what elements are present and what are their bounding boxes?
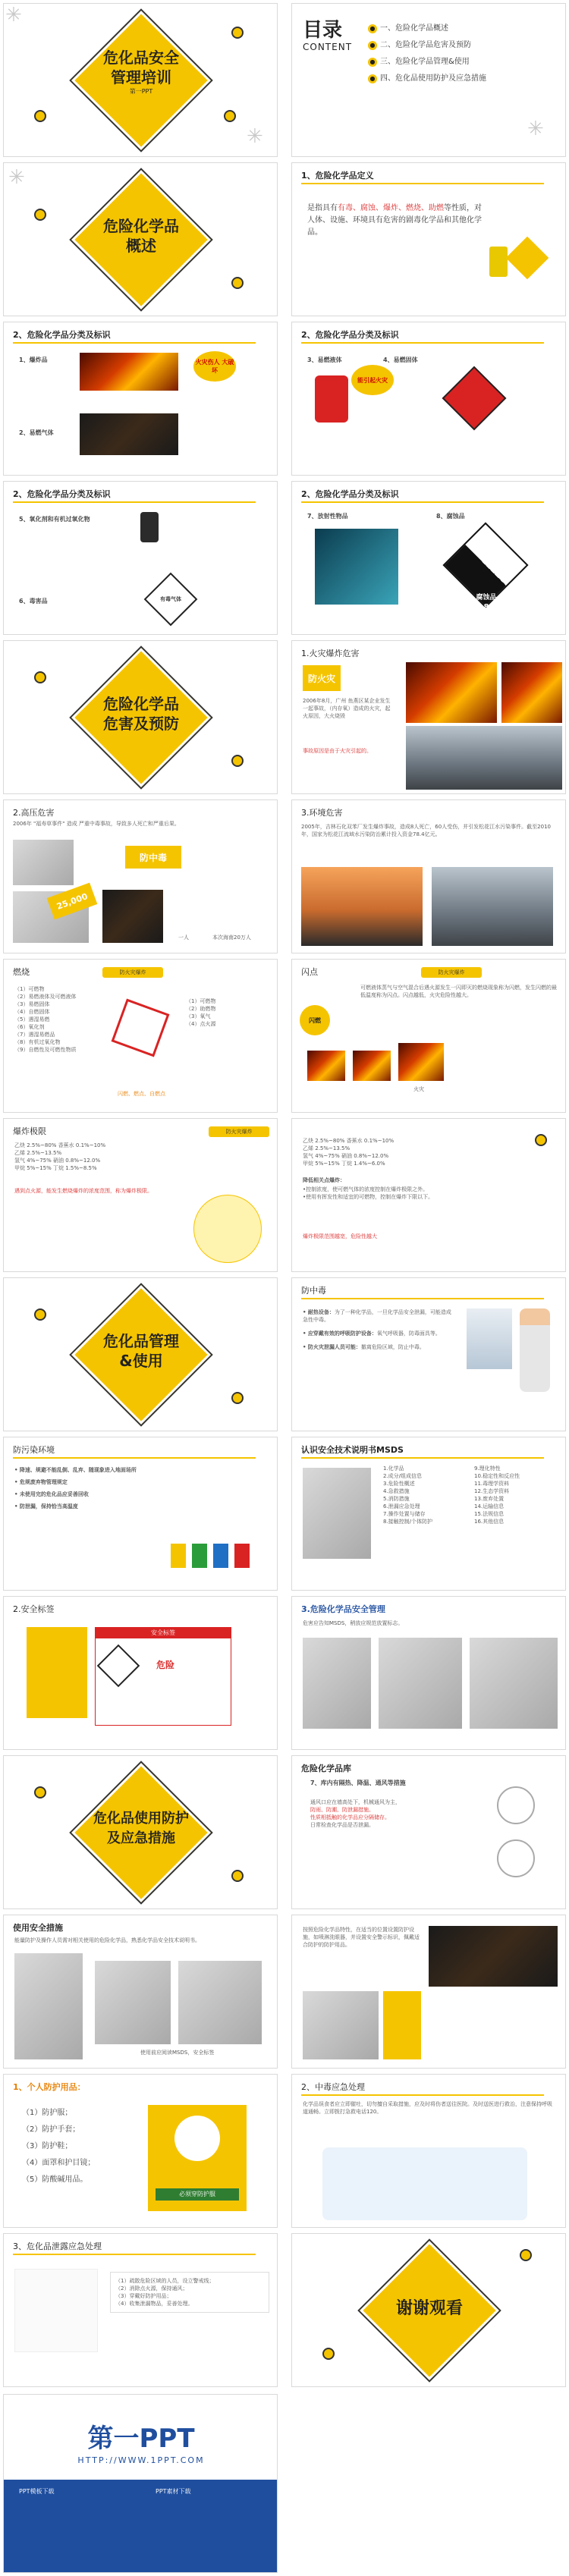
slide-environment-hazard[interactable] (291, 800, 566, 953)
slide-classify4[interactable]: 2、危险化学品分类及标识 7、放射性物品 8、腐蚀品 腐蚀品 8 (291, 481, 566, 635)
slide-storage-mgmt[interactable]: 3.危险化学品安全管理 危害应告知MSDS，稍放应规范放置标志。 (291, 1596, 566, 1750)
slide-section2[interactable] (3, 640, 278, 794)
flame-image (80, 413, 178, 455)
molecule-icon: ✳ (5, 4, 22, 27)
ppe-panel: 必须穿防护服 (148, 2105, 247, 2211)
section3-line2: &使用 (119, 1352, 163, 1370)
explosion-limit-title: 爆炸极限 (13, 1126, 46, 1136)
class-item: 7、放射性物品 (307, 513, 348, 520)
flammable-sign-icon (442, 366, 507, 431)
class-item: 1、爆炸品 (19, 357, 48, 363)
ignition-side: 闪燃 (300, 1005, 330, 1035)
equipment-image (14, 1953, 83, 2059)
worker-figure (520, 1308, 550, 1392)
first-aid-title: 2、中毒应急处理 (301, 2082, 365, 2092)
slide-fire-hazard[interactable] (291, 640, 566, 794)
flask-icon (231, 755, 244, 767)
section1-line1: 危险化学品 (103, 217, 179, 235)
health-stamp: 防中毒 (125, 846, 181, 869)
classify2-title: 2、危险化学品分类及标识 (301, 330, 399, 340)
leak-title: 3、危化品泄露应急处理 (13, 2241, 102, 2251)
flask-icon (231, 27, 244, 39)
explosion-limit-note: 遇到点火源，能发生燃烧爆炸的浓度范围，称为爆炸极限。 (14, 1188, 152, 1194)
section2-line1: 危险化学品 (103, 695, 179, 713)
yellow-panel (27, 1627, 87, 1718)
class-item: 2、易燃气体 (19, 429, 54, 436)
fuel-can-icon (315, 375, 348, 423)
pollution-title: 防污染环境 (13, 1445, 55, 1455)
microscope-icon (34, 1786, 46, 1798)
firefighter-image (501, 662, 562, 723)
toxic-sign-icon: 有毒气体 (144, 573, 198, 627)
environment-text: 2005年，吉林石化双苯厂发生爆炸事故，造成8人死亡，60人受伤，并引发松花江水污染事件。截至2010年，国家为松花江流域水污染防治累计投入资金78.4亿元。 (301, 824, 551, 837)
microscope-icon (34, 1308, 46, 1321)
slide-leak[interactable]: 3、危化品泄露应急处理 （1）疏散危险区域的人员，设立警戒线； （2）消除点火源，保持通风； （3）穿戴好防护用品； （4）收集泄漏物品，妥善处理。 (3, 2233, 278, 2387)
flask-icon (231, 1392, 244, 1404)
flame-image (353, 1051, 391, 1081)
flask-icon (520, 2249, 532, 2261)
explosion-bubble: 火灾伤人 大破坏 (193, 351, 236, 382)
slide-ignition[interactable]: 闪点 防火灾爆炸 闪燃 可燃液体蒸气与空气混合后遇火源发生一闪即灭的燃烧现象称为闪燃，发生闪燃的最低温度称为闪点。闪点越低，火灾危险性越大。 火灾 (291, 959, 566, 1113)
bin-icon (192, 1544, 207, 1568)
hazard-sign-icon (97, 1645, 140, 1688)
tanks-image (429, 1926, 558, 1987)
flask-icon (535, 1134, 547, 1146)
slide-section3[interactable] (3, 1277, 278, 1431)
toc-item[interactable]: ● 三、危险化学品管理&使用 (368, 54, 558, 71)
victims-image (102, 890, 163, 943)
slide-personal[interactable]: 1、个人防护用品： （1）防护服； （2）防护手套； （3）防护鞋； （4）面罩和护目镜； （5）防酸碱用品。 必须穿防护服 (3, 2074, 278, 2228)
footer-url[interactable]: HTTP://WWW.1PPT.COM (77, 2455, 205, 2465)
footer-banner (3, 2394, 278, 2573)
slide-classify2[interactable] (291, 322, 566, 476)
slide-safety-measures[interactable]: 使用安全措施 能量防护及操作人员需对相关使用的危险化学品，熟悉化学品安全技术说明书。 使用前应阅读MSDS，安全标签 (3, 1915, 278, 2069)
explosion-limit-tag: 防火灾爆炸 (209, 1126, 269, 1137)
fire-stamp: 防火灾 (303, 665, 341, 691)
hazard-sign-icon (506, 237, 549, 280)
fire-text: 2006年8月，广州 鱼燕区某企业发生一起事故，（内存氧）造成的火灾，起火原因，大火烧毁 (303, 698, 391, 719)
slide-health-hazard[interactable]: 2.高压危害 2006年 "福寿草事件" 造成 严重中毒事故，导致多人死亡和严重后果。 防中毒 25,000 一人 本次海南20万人 (3, 800, 278, 953)
personal-title: 1、个人防护用品： (13, 2082, 86, 2092)
beaker-icon (34, 110, 46, 122)
fan-icon (497, 1786, 535, 1824)
fire-text2: 事故原因是由于火灾引起的。 (303, 748, 372, 754)
slide-explosion-limit2[interactable]: 乙炔 2.5%~80% 香蕉水 0.1%~10% 乙烯 2.5%~13.5% 氢气 4%~75% 硝油 0.8%~12.0% 甲烷 5%~15% 丁烷 1.4%~6.0% 降低相关点爆炸： •控制浓度，使可燃气体的浓度控制在爆炸极限之外。 •使用有挥发性和适宜的可燃物，控制在爆炸下限以下。 爆炸极限范围越宽，危险性越大 (291, 1118, 566, 1272)
slide-msds[interactable]: 认识安全技术说明书MSDS 1.化学品 2.成分/组成信息 3.危险性概述 4.急救措施 5.消防措施 6.泄漏应急处理 7.操作处置与储存 8.接触控制/个体防护 9.理化特性 10.稳定性和反应性 11.毒理学资料 12.生态学资料 13.废弃处置 14.运输信息 15.法规信息 16.其他信息 (291, 1437, 566, 1591)
molecule-icon: ✳ (247, 125, 263, 148)
cover-title-line2: 管理培训 (111, 68, 171, 86)
slide-ppe-storage[interactable]: 按照危险化学品特性，在适当的位置设置防护设施，如喷淋洗眼器，并设置安全警示标识，佩戴适合防护的防护用品。 (291, 1915, 566, 2069)
toc-item[interactable]: ● 一、危险化学品概述 (368, 20, 558, 37)
poison-image (13, 840, 74, 885)
slide-explosion-limit[interactable]: 爆炸极限 防火灾爆炸 乙炔 2.5%~80% 香蕉水 0.1%~10% 乙烯 2.5%~13.5% 氢气 4%~75% 硝油 0.8%~12.0% 甲烷 5%~15% 丁烷 1.5%~8.5% 遇到点火源，能发生燃烧爆炸的浓度范围，称为爆炸极限。 (3, 1118, 278, 1272)
msds-board-image (303, 1638, 371, 1729)
ppe-suit-icon (174, 2116, 220, 2161)
section2-line2: 危害及预防 (103, 715, 179, 733)
slide-toc[interactable] (291, 3, 566, 157)
washer-image (467, 1308, 512, 1369)
msds-title: 认识安全技术说明书MSDS (301, 1445, 404, 1455)
molecule-icon: ✳ (8, 166, 25, 189)
combustion-title: 燃烧 (13, 967, 30, 977)
toc-item[interactable]: ● 二、危险化学品危害及预防 (368, 37, 558, 54)
labels-title: 2.安全标签 (13, 1604, 55, 1614)
microscope-icon (322, 2348, 335, 2360)
microscope-icon (224, 110, 236, 122)
thanks-text: 谢谢观看 (395, 2299, 463, 2318)
microscope-icon (34, 671, 46, 683)
classify4-title: 2、危险化学品分类及标识 (301, 489, 399, 499)
class-item: 3、易燃液体 (307, 357, 342, 363)
bin-icon (234, 1544, 250, 1568)
cover-subtitle: 第一PPT (129, 88, 153, 95)
bullet-icon: ● (368, 74, 377, 83)
combustion-tag: 防火灾爆炸 (102, 967, 163, 978)
bullet-icon: ● (368, 58, 377, 67)
flask-icon (231, 277, 244, 289)
document-image (95, 1961, 171, 2044)
section4-line1: 危化品使用防护 (93, 1811, 189, 1827)
bin-icon (171, 1544, 186, 1568)
environment-title: 3.环境危害 (301, 808, 343, 818)
rescue-image (406, 726, 562, 790)
msds-document-image (303, 1468, 371, 1559)
poison-title: 防中毒 (301, 1286, 326, 1296)
microscope-icon (34, 209, 46, 221)
bullet-icon: ● (368, 24, 377, 33)
big-number: 25,000 (47, 883, 98, 920)
toc-item[interactable]: ● 四、危化品使用防护及应急措施 (368, 71, 558, 87)
pollution-image (301, 867, 423, 946)
cover-title-line1: 危化品安全 (103, 49, 179, 67)
ignition-title: 闪点 (301, 967, 318, 977)
slide-section4[interactable] (3, 1755, 278, 1909)
boots-image (303, 1991, 379, 2059)
fire-scene-image (406, 662, 497, 723)
slide-warehouse[interactable]: 危险化学品库 7、库内有隔热、降温、通风等措施 通风口应在墙高处下，机械通风为主， 防雨、防潮、防泄漏措施。 性质相抵触的化学品应分隔储存。 日常检查化学品是否泄漏。 (291, 1755, 566, 1909)
toc-title: 目录 (303, 19, 343, 42)
definition-title: 1、危险化学品定义 (301, 171, 374, 181)
notice-board-image (379, 1638, 462, 1729)
slide-combustion[interactable]: 燃烧 防火灾爆炸 （1）可燃物 （2）易燃液体及可燃液体 （3）易燃固体 （4）自燃固体 （5）遇湿易燃 （6）氧化剂 （7）遇湿易燃品 （8）有机过氧化物 （9）自燃性及可燃性物质 （1）可燃物 （2）助燃物 （3）氧气 （4）点火源 闪燃、燃点、自燃点 (3, 959, 278, 1113)
bin-icon (213, 1544, 228, 1568)
classify3-title: 2、危险化学品分类及标识 (13, 489, 111, 499)
flame-image (307, 1051, 345, 1081)
rescue-illustration (322, 2147, 527, 2220)
slide-cover[interactable] (3, 3, 278, 157)
slide-definition[interactable]: 1、危险化学品定义 是指具有有毒、腐蚀、爆炸、燃烧、助燃等性质，对人体、设施、环境具有危害的剧毒化学品和其他化学品。 (291, 162, 566, 316)
class-item: 4、易燃固体 (383, 357, 418, 363)
section3-line1: 危化品管理 (103, 1332, 179, 1350)
slide-classify3[interactable] (3, 481, 278, 635)
slide-pollution[interactable]: 防污染环境 • 降速、规避不能乱倒、乱弃、随现象进入地面场所 • 危规废弃物管理规定 • 未使用完的危化品应妥善回收 • 防泄漏，保持恰当高温度 (3, 1437, 278, 1591)
label-sheet: 安全标签 危险 (95, 1627, 231, 1726)
class-item: 6、毒害品 (19, 598, 48, 605)
storage-title: 3.危险化学品安全管理 (301, 1604, 385, 1614)
molecule-icon: ✳ (527, 118, 544, 140)
health-title: 2.高压危害 (13, 808, 55, 818)
flammable-bubble: 能引起火灾 (351, 365, 394, 395)
footer-panel: PPT模板下载 PPT素材下载 (4, 2480, 278, 2573)
bullet-icon: ● (368, 41, 377, 50)
slide-section1[interactable] (3, 162, 278, 316)
slide-labels[interactable] (3, 1596, 278, 1750)
bottle-icon (140, 512, 159, 542)
chart-circle (193, 1195, 262, 1263)
explosion-image (80, 353, 178, 391)
leak-illustration (14, 2269, 98, 2352)
warehouse-title: 危险化学品库 (301, 1764, 351, 1773)
warehouse-sign-image (470, 1638, 558, 1729)
river-image (432, 867, 553, 946)
burst-icon (112, 999, 170, 1057)
barrel-icon (489, 247, 508, 277)
ignition-text: 可燃液体蒸气与空气混合后遇火源发生一闪即灭的燃烧现象称为闪燃，发生闪燃的最低温度称为闪点。闪点越低，火灾危险性越大。 (360, 985, 557, 998)
flask-icon (231, 1870, 244, 1882)
safety-title: 使用安全措施 (13, 1923, 63, 1933)
xray-image (315, 529, 398, 605)
label-image (178, 1961, 262, 2044)
fan-icon (497, 1839, 535, 1877)
yellow-panel (383, 1991, 421, 2059)
section1-line2: 概述 (126, 237, 156, 255)
classify1-title: 2、危险化学品分类及标识 (13, 330, 111, 340)
slide-first-aid[interactable]: 2、中毒应急处理 化学品误食者应立即催吐，切勿擅自采取措施，应及时将伤者送往医院。及时送医进行救治，注意保持呼吸道通畅。立即拨打急救电话120。 (291, 2074, 566, 2228)
class-item: 5、氧化剂和有机过氧化物 (19, 516, 90, 523)
slide-poison[interactable]: 防中毒 • 耐热设备：为了一种化学品，一旦化学品安全泄漏，可能造成急性中毒。 • 应穿戴有效的呼吸防护设备：氧气呼吸器，防毒面具等。 • 防火灾泄漏人员可能：撤离危险区域，防止中毒。 (291, 1277, 566, 1431)
flame-image (398, 1043, 444, 1081)
class-item: 8、腐蚀品 (436, 513, 465, 520)
slide-thanks[interactable] (291, 2233, 566, 2387)
combustion-bottom: 闪燃、燃点、自燃点 (118, 1091, 165, 1097)
toc-subtitle: CONTENT (303, 42, 353, 52)
footer-brand: 第一PPT (87, 2424, 195, 2454)
fire-title: 1.火灾爆炸危害 (301, 649, 360, 658)
ignition-tag: 防火灾爆炸 (421, 967, 482, 978)
section4-line2: 及应急措施 (107, 1830, 175, 1846)
slide-classify1[interactable] (3, 322, 278, 476)
